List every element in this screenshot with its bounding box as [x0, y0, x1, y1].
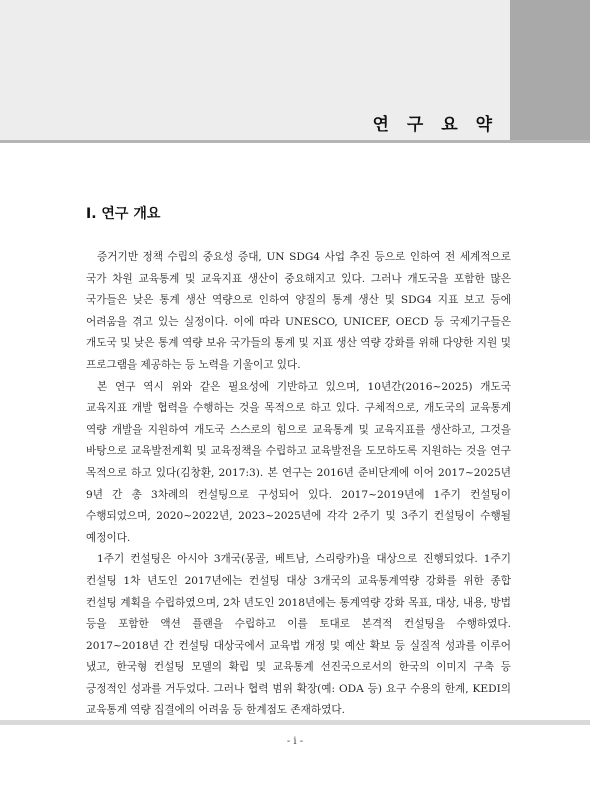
footer-rule	[0, 720, 590, 725]
page-title: 연 구 요 약	[372, 115, 498, 135]
paragraph-3: 1주기 컨설팅은 아시아 3개국(몽골, 베트남, 스리랑카)을 대상으로 진행되었다. 1주기 컨설팅 1차 년도인 2017년에는 컨설팅 대상 3개국의 교육통계역량 강화를 위한 종합 컨설팅 계획을 수립하였으며, 2차 년도인 2018년에는 통계역량 강화 목표, 대상, 내용, 방법 등을 포함한 액션 플랜을 수립하고 이를 토대로 본격적 컨설팅을 수행하였다. 2017~2018년 간 컨설팅 대상국에서 교육법 개정 및 예산 확보 등 실질적 성과를 이루어 냈고, 한국형 컨설팅 모델의 확립 및 교육통계 선진국으로서의 한국의 이미지 구축 등 긍정적인 성과를 거두었다. 그러나 협력 범위 확장(예: ODA 등) 요구 수용의 한계, KEDI의 교육통계 역량 집결에의 어려움 등 한계점도 존재하였다.	[86, 553, 511, 717]
header-corner-tab	[510, 0, 590, 140]
header-rule	[0, 140, 590, 143]
paragraph-2: 본 연구 역시 위와 같은 필요성에 기반하고 있으며, 10년간(2016~2025) 개도국 교육지표 개발 협력을 수행하는 것을 목적으로 하고 있다. 구체적으로, 개도국의 교육통계 역량 개발을 지원하여 개도국 스스로의 힘으로 교육통계 및 교육지표를 생산하고, 그것을 바탕으로 교육발전계획 및 교육정책을 수립하고 교육발전을 도모하도록 지원하는 것을 연구 목적으로 하고 있다(김창환, 2017:3). 본 연구는 2016년 준비단계에 이어 2017~2025년 9년 간 총 3차례의 컨설팅으로 구성되어 있다. 2017~2019년에 1주기 컨설팅이 수행되었으며, 2020~2022년, 2023~2025년에 각각 2주기 및 3주기 컨설팅이 수행될 예정이다.	[86, 380, 511, 544]
section-heading: Ⅰ. 연구 개요	[86, 206, 161, 222]
paragraph-1: 증거기반 정책 수립의 중요성 증대, UN SDG4 사업 추진 등으로 인하여 전 세계적으로 국가 차원 교육통계 및 교육지표 생산이 중요해지고 있다. 그러나 개도국을 포함한 많은 국가들은 낮은 통계 생산 역량으로 인하여 양질의 통계 생산 및 SDG4 지표 보고 등에 어려움을 겪고 있는 실정이다. 이에 따라 UNESCO, UNICEF, OECD 등 국제기구들은 개도국 및 낮은 통계 역량 보유 국가들의 통계 및 지표 생산 역량 강화를 위해 다양한 지원 및 프로그램을 제공하는 등 노력을 기울이고 있다.	[86, 251, 511, 371]
body-text	[86, 247, 511, 722]
page-number: - i -	[286, 736, 304, 747]
